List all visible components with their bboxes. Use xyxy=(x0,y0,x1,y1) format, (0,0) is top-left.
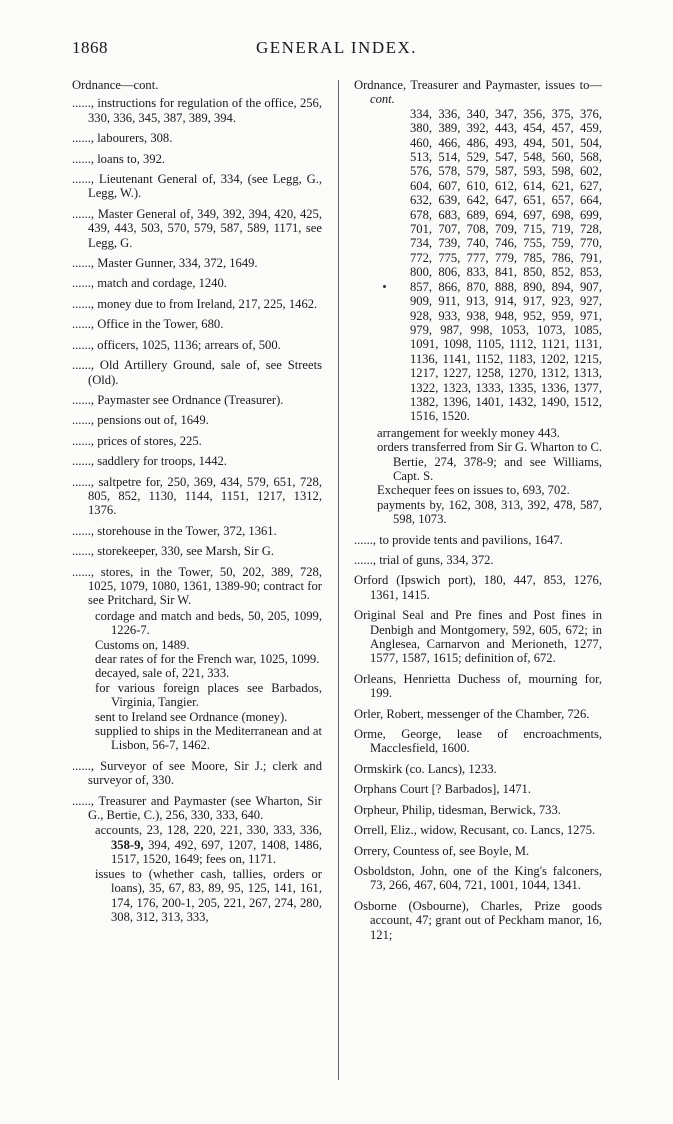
stores-entry-text: ......, stores, in the Tower, 50, 202, 389, 728, 1025, 1079, 1080, 1361, 1389-90; contract for see Pritchard, Sir W. xyxy=(72,564,322,608)
index-entry: ......, Master Gunner, 334, 372, 1649. xyxy=(72,256,258,271)
sub-entry: supplied to ships in the Mediterranean and at Lisbon, 56-7, 1462. xyxy=(95,724,322,753)
sub-entry: cordage and match and beds, 50, 205, 1099, 1226-7. xyxy=(95,608,322,638)
index-entry: Orrell, Eliz., widow, Recusant, co. Lancs, 1275. xyxy=(354,823,596,838)
accounts-text-cont: 394, 492, 697, 1207, 1408, 1486, 1517, 1520, 1649; fees on, 1171. xyxy=(111,837,322,867)
sub-entry: Customs on, 1489. xyxy=(95,637,190,652)
index-entry-stores xyxy=(72,565,322,753)
index-entry: ......, pensions out of, 1649. xyxy=(72,413,209,428)
index-entry: Orrery, Countess of, see Boyle, M. xyxy=(354,843,530,858)
sub-entry: issues to (whether cash, tallies, orders or loans), 35, 67, 83, 89, 95, 125, 141, 161, 174, 176, 200-1, 205, 221, 267, 274, 280, 308, 312, 313, 333, xyxy=(95,866,322,924)
index-entry: ......, Surveyor of see Moore, Sir J.; clerk and surveyor of, 330. xyxy=(72,758,322,788)
index-entry: ......, Paymaster see Ordnance (Treasurer). xyxy=(72,392,284,407)
index-entry: Ormskirk (co. Lancs), 1233. xyxy=(354,761,497,776)
sub-entry: decayed, sale of, 221, 333. xyxy=(95,666,230,681)
index-entry: Original Seal and Pre fines and Post fines in Denbigh and Montgomery, 592, 605, 672; in Anglesea, Carnarvon and Merioneth, 1277, 1577, 1587, 1615; definition of, 672. xyxy=(354,608,602,666)
index-entry: Orme, George, lease of encroachments, Macclesfield, 1600. xyxy=(354,727,602,756)
sub-entry: Exchequer fees on issues to, 693, 702. xyxy=(377,483,570,498)
sub-entry: sent to Ireland see Ordnance (money). xyxy=(95,709,288,724)
index-entry: ......, storekeeper, 330, see Marsh, Sir G. xyxy=(72,544,274,559)
continued-heading-cont: cont. xyxy=(370,92,395,107)
index-entry: ......, money due to from Ireland, 217, 225, 1462. xyxy=(72,296,318,311)
index-entry: ......, to provide tents and pavilions, 1647. xyxy=(354,532,563,547)
index-entry: ......, instructions for regulation of the office, 256, 330, 336, 345, 387, 389, 394. xyxy=(72,96,322,125)
sub-entry: dear rates of for the French war, 1025, 1099. xyxy=(95,652,320,666)
index-entry: ......, Master General of, 349, 392, 394, 420, 425, 439, 443, 503, 570, 579, 587, 589, 1171, see Legg, G. xyxy=(72,206,322,250)
continued-heading-main: Ordnance, Treasurer and Paymaster, issues to— xyxy=(354,78,602,92)
index-entry: ......, labourers, 308. xyxy=(72,131,173,146)
column-heading: Ordnance—cont. xyxy=(72,78,159,92)
page-header xyxy=(0,38,673,62)
sub-entry: orders transferred from Sir G. Wharton to C. Bertie, 274, 378-9; and see Williams, Capt. S. xyxy=(377,440,602,483)
accounts-bold-ref: 358-9, xyxy=(111,837,144,852)
index-entry: ......, trial of guns, 334, 372. xyxy=(354,553,494,567)
index-entry: ......, Old Artillery Ground, sale of, see Streets (Old). xyxy=(72,358,322,387)
index-entry: Orler, Robert, messenger of the Chamber, 726. xyxy=(354,706,590,721)
index-entry: Orpheur, Philip, tidesman, Berwick, 733. xyxy=(354,802,561,817)
index-entry: Orford (Ipswich port), 180, 447, 853, 1276, 1361, 1415. xyxy=(354,573,602,602)
index-entry: Orleans, Henrietta Duchess of, mourning for, 199. xyxy=(354,671,602,701)
index-entry: ......, saltpetre for, 250, 369, 434, 579, 651, 728, 805, 852, 1130, 1144, 1151, 1217, 1312, 1376. xyxy=(72,474,322,518)
running-title: GENERAL INDEX. xyxy=(255,38,418,57)
accounts-text: accounts, 23, 128, 220, 221, 330, 333, 336, xyxy=(95,823,322,838)
index-entry: ......, loans to, 392. xyxy=(72,151,166,166)
sub-entry: payments by, 162, 308, 313, 392, 478, 587, 598, 1073. xyxy=(377,497,602,527)
column-divider xyxy=(338,80,339,1080)
issues-number-block: 334, 336, 340, 347, 356, 375, 376, 380, 389, 392, 443, 454, 457, 459, 460, 466, 486, 493, 494, 501, 504, 513, 514, 529, 547, 548, 560, 568, 576, 578, 579, 587, 593, 598, 602, 604, 607, 610, 612, 614, 621, 627, 632, 639, 642, 647, 651, 657, 664, 678, 683, 689, 694, 697, 698, 699, 701, 707, 708, 709, 715, 719, 728, 734, 739, 740, 746, 755, 759, 770, 772, 775, 777, 779, 785, 786, 791, 800, 806, 833, 841, 850, 852, 853, 857, 866, 870, 888, 890, 894, 907, 909, 911, 913, 914, 917, 923, 927, 928, 933, 938, 948, 952, 959, 971, 979, 987, 998, 1053, 1073, 1085, 1091, 1098, 1105, 1112, 1121, 1131, 1136, 1141, 1152, 1183, 1202, 1215, 1217, 1227, 1258, 1270, 1312, 1313, 1322, 1323, 1333, 1335, 1336, 1377, 1382, 1396, 1401, 1432, 1490, 1512, 1516, 1520. xyxy=(410,106,602,424)
sub-entry: arrangement for weekly money 443. xyxy=(377,425,560,440)
index-entry: Osboldston, John, one of the King's falconers, 73, 266, 467, 604, 721, 1001, 1044, 1341. xyxy=(354,863,602,893)
index-entry: ......, Office in the Tower, 680. xyxy=(72,317,224,332)
left-column xyxy=(72,78,322,930)
index-entry: ......, prices of stores, 225. xyxy=(72,433,202,448)
index-entry-treasurer xyxy=(72,794,322,925)
index-entry: Osborne (Osbourne), Charles, Prize goods account, 47; grant out of Peckham manor, 16, 121; xyxy=(354,898,602,942)
continued-heading xyxy=(354,78,602,107)
treasurer-entry-text: ......, Treasurer and Paymaster (see Wharton, Sir G., Bertie, C.), 256, 330, 333, 640. xyxy=(72,793,322,823)
index-entry: ......, storehouse in the Tower, 372, 1361. xyxy=(72,523,277,538)
index-entry: Orphans Court [? Barbados], 1471. xyxy=(354,782,531,797)
index-entry: ......, match and cordage, 1240. xyxy=(72,276,227,291)
page-number: 1868 xyxy=(72,38,108,57)
right-column xyxy=(354,78,602,948)
index-entry: ......, saddlery for troops, 1442. xyxy=(72,454,227,469)
sub-entry: for various foreign places see Barbados, Virginia, Tangier. xyxy=(95,680,322,710)
index-entry: ......, officers, 1025, 1136; arrears of, 500. xyxy=(72,337,281,352)
index-entry: ......, Lieutenant General of, 334, (see Legg, G., Legg, W.). xyxy=(72,172,322,201)
sub-entry-accounts xyxy=(72,823,322,866)
